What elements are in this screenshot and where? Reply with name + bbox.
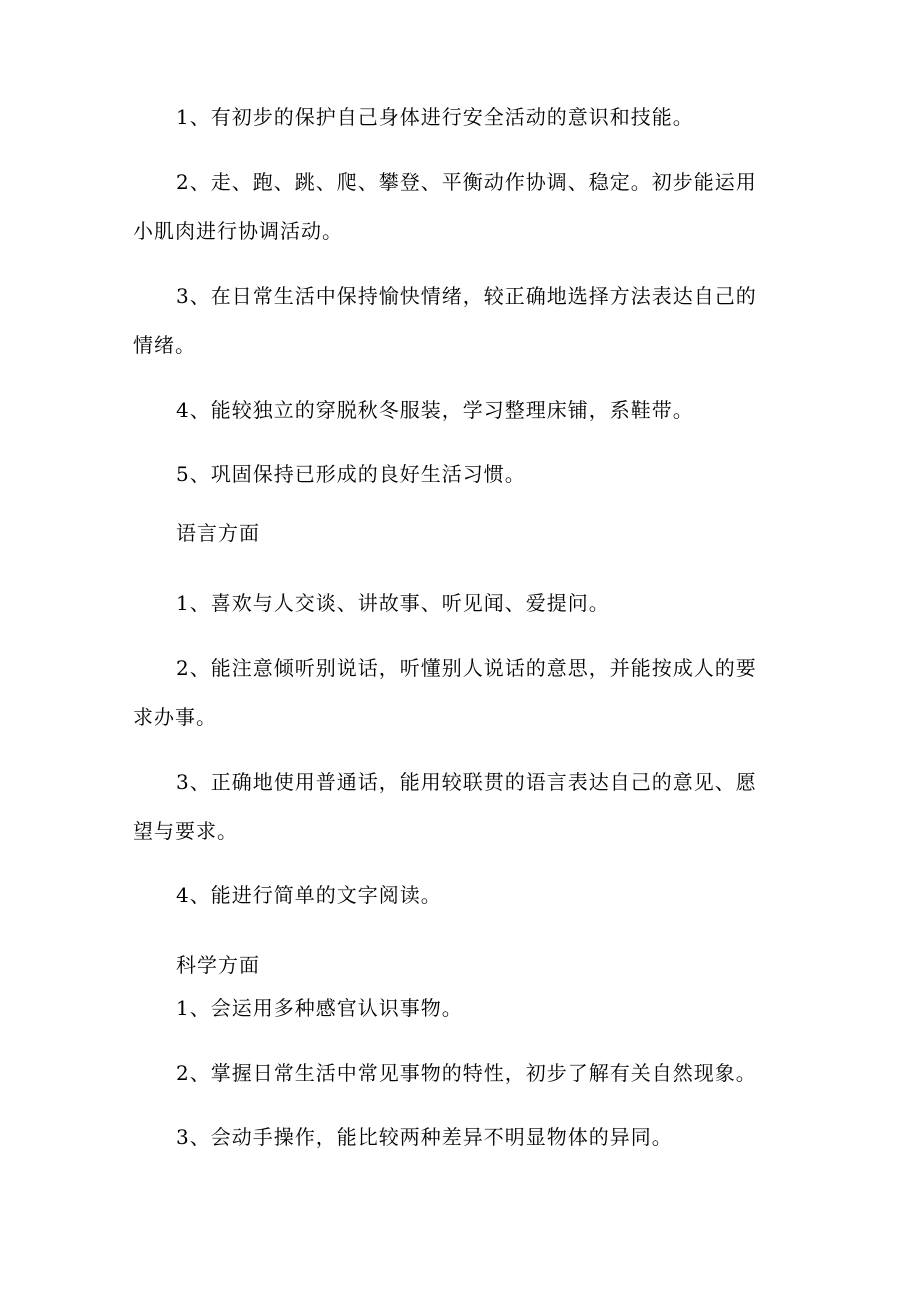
health-goal-1: 1、有初步的保护自己身体进行安全活动的意识和技能。: [176, 105, 694, 129]
language-goal-3: 3、正确地使用普通话，能用较联贯的语言表达自己的意见、愿: [176, 770, 757, 794]
language-goal-1: 1、喜欢与人交谈、讲故事、听见闻、爱提问。: [176, 591, 610, 615]
language-goal-3-continued: 望与要求。: [133, 819, 238, 843]
health-goal-2: 2、走、跑、跳、爬、攀登、平衡动作协调、稳定。初步能运用: [176, 170, 757, 194]
science-goal-1: 1、会运用多种感官认识事物。: [176, 996, 463, 1020]
language-goal-4: 4、能进行简单的文字阅读。: [176, 883, 442, 907]
language-goal-2: 2、能注意倾听别说话，听懂别人说话的意思，并能按成人的要: [176, 656, 757, 680]
language-goal-2-continued: 求办事。: [133, 705, 217, 729]
science-goal-3: 3、会动手操作，能比较两种差异不明显物体的异同。: [176, 1125, 673, 1149]
health-goal-4: 4、能较独立的穿脱秋冬服装，学习整理床铺，系鞋带。: [176, 398, 694, 422]
section-heading-language: 语言方面: [176, 521, 260, 545]
health-goal-3-continued: 情绪。: [133, 333, 196, 357]
health-goal-5: 5、巩固保持已形成的良好生活习惯。: [176, 462, 526, 486]
health-goal-2-continued: 小肌肉进行协调活动。: [133, 219, 343, 243]
section-heading-science: 科学方面: [176, 953, 260, 977]
health-goal-3: 3、在日常生活中保持愉快情绪，较正确地选择方法表达自己的: [176, 284, 757, 308]
science-goal-2: 2、掌握日常生活中常见事物的特性，初步了解有关自然现象。: [176, 1061, 757, 1085]
